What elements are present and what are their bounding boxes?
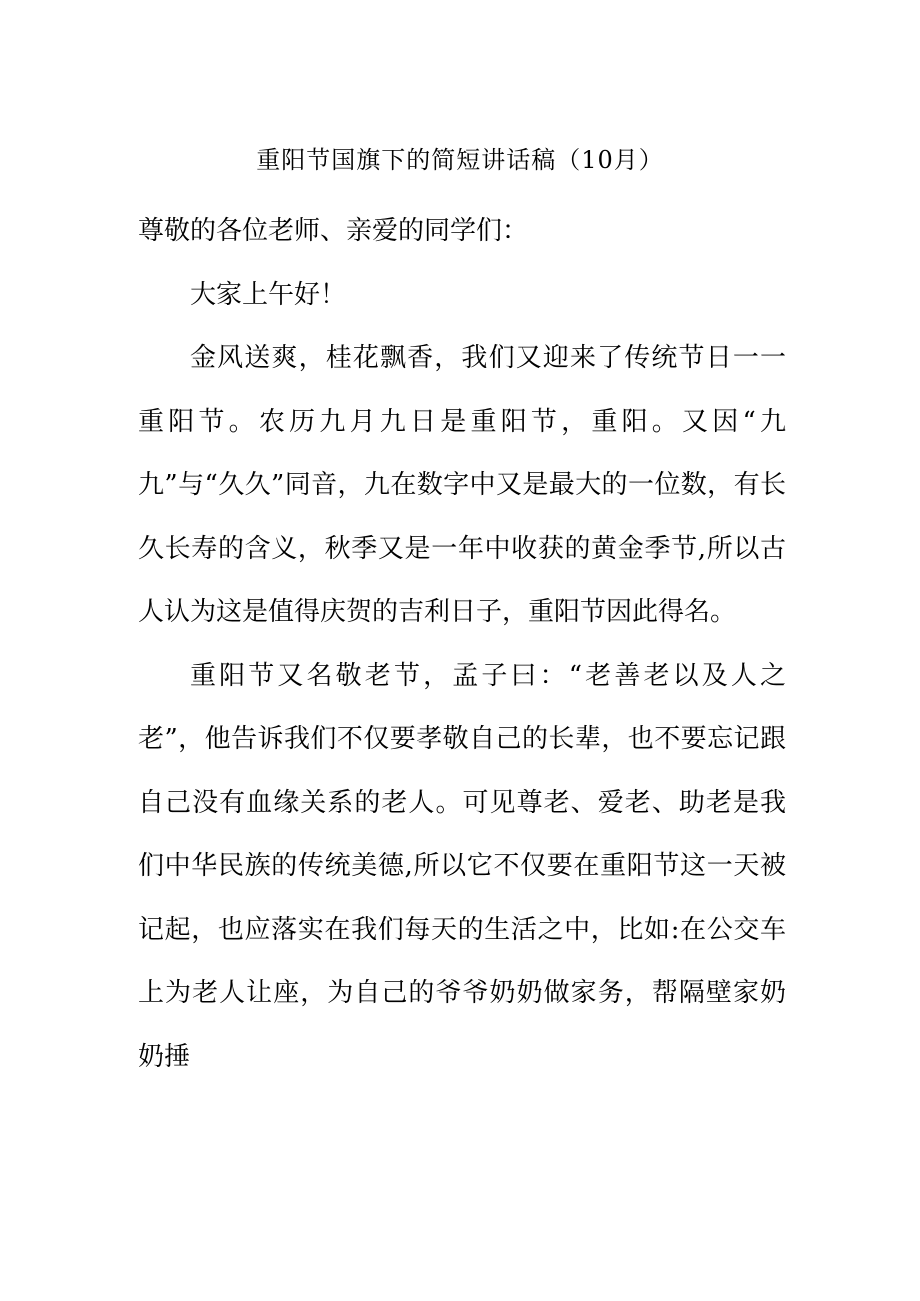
document-body — [138, 200, 786, 1089]
page-title: 重阳节国旗下的简短讲话稿（10月） — [256, 146, 664, 174]
paragraph-greeting: 大家上午好！ — [190, 279, 347, 310]
paragraph-respect-elders: 重阳节又名敬老节，孟子曰：“老善老以及人之老”，他告诉我们不仅要孝敬自己的长辈，也不要忘记跟自己没有血缘关系的老人。可见尊老、爱老、助老是我们中华民族的传统美德,所以它不仅要在重阳节这一天被记起，也应落实在我们每天的生活之中，比如:在公交车上为老人让座，为自己的爷爷奶奶做家务，帮隔壁家奶奶捶 — [138, 660, 786, 1072]
salutation: 尊敬的各位老师、亲爱的同学们： — [138, 216, 529, 246]
paragraph-origin: 金风送爽，桂花飘香，我们又迎来了传统节日一一重阳节。农历九月九日是重阳节，重阳。又因“九九”与“久久”同音，九在数字中又是最大的一位数，有长久长寿的含义，秋季又是一年中收获的黄金季节,所以古人认为这是值得庆贺的吉利日子，重阳节因此得名。 — [138, 343, 786, 627]
